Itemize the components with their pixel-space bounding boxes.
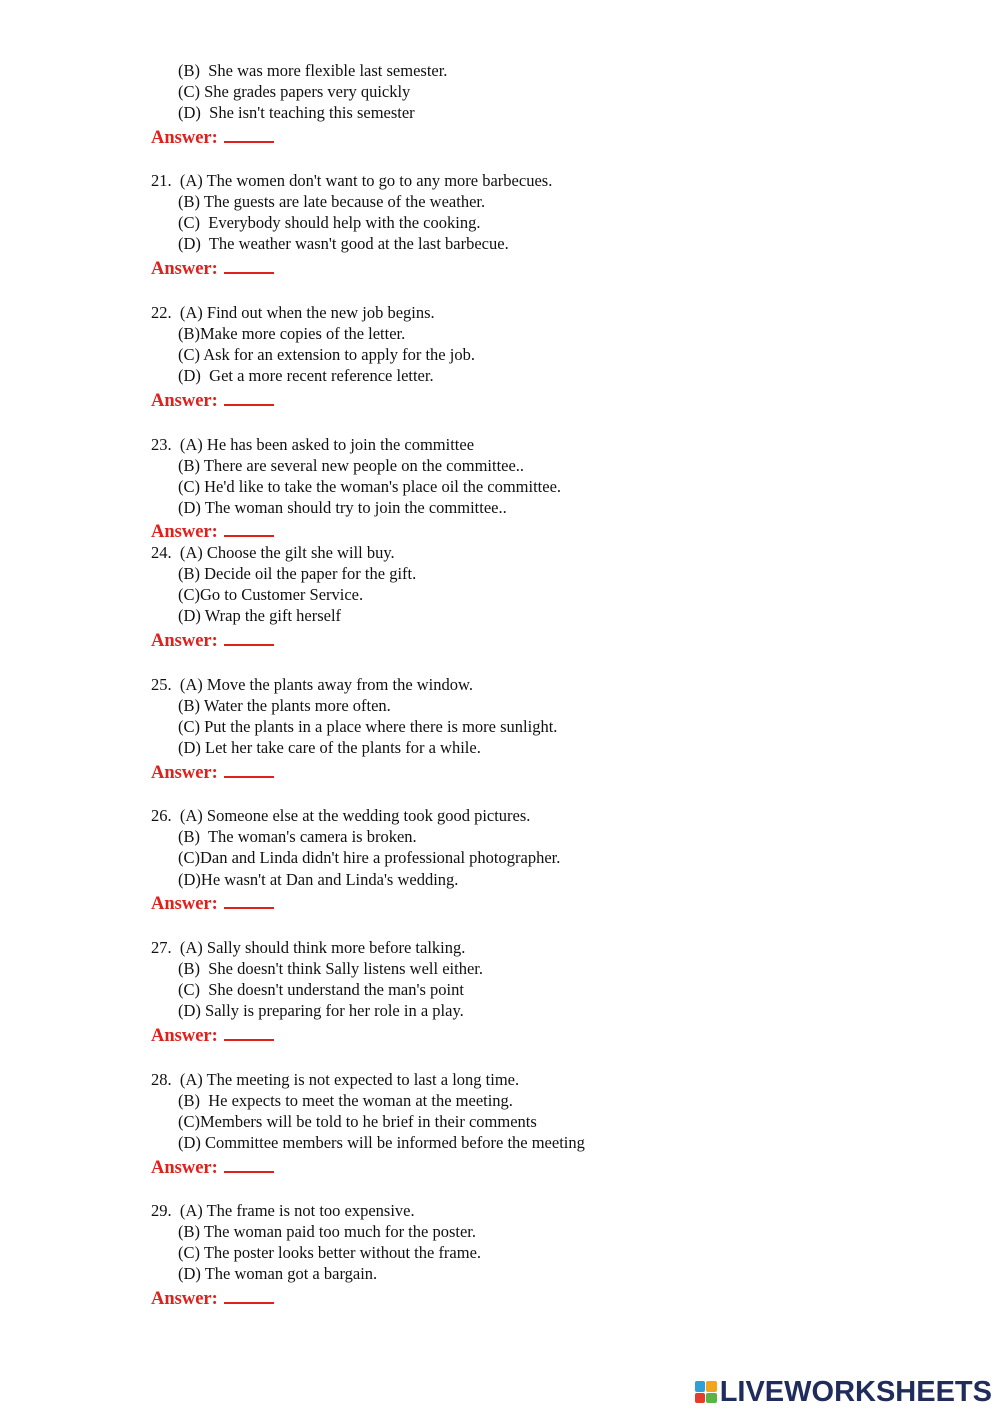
option-line: (B) The guests are late because of the weather.: [178, 192, 486, 211]
answer-field[interactable]: [151, 126, 274, 149]
answer-field[interactable]: [151, 389, 274, 412]
answer-field[interactable]: [151, 892, 274, 915]
answer-label: Answer:: [151, 763, 218, 783]
option-line: (B) There are several new people on the committee..: [178, 456, 525, 475]
answer-blank[interactable]: [224, 1156, 274, 1173]
option-line: (D) The woman should try to join the committee..: [178, 498, 507, 517]
option-line: (D) Wrap the gift herself: [178, 606, 342, 625]
option-line: (B) The woman paid too much for the poster.: [178, 1222, 477, 1241]
option-line: (D) Committee members will be informed before the meeting: [178, 1133, 585, 1152]
question-26-line: 26. (A) Someone else at the wedding took good pictures.: [151, 806, 531, 825]
answer-blank[interactable]: [224, 1287, 274, 1304]
answer-label: Answer:: [151, 1026, 218, 1046]
answer-label: Answer:: [151, 1158, 218, 1178]
option-line: (B)Make more copies of the letter.: [178, 324, 406, 343]
option-line: (B) Decide oil the paper for the gift.: [178, 564, 417, 583]
answer-label: Answer:: [151, 522, 218, 542]
option-line: (B) She was more flexible last semester.: [178, 61, 448, 80]
answer-blank[interactable]: [224, 1024, 274, 1041]
option-line: (C)Members will be told to he brief in their comments: [178, 1112, 537, 1131]
option-line: (B) The woman's camera is broken.: [178, 827, 417, 846]
question-22-line: 22. (A) Find out when the new job begins.: [151, 303, 435, 322]
option-line: (D) Get a more recent reference letter.: [178, 366, 434, 385]
logo-text: LIVEWORKSHEETS: [719, 1375, 992, 1408]
answer-blank[interactable]: [224, 520, 274, 537]
option-line: (D) The weather wasn't good at the last barbecue.: [178, 234, 509, 253]
answer-field[interactable]: [151, 629, 274, 652]
option-line: (B) He expects to meet the woman at the meeting.: [178, 1091, 513, 1110]
logo-tile: [695, 1393, 706, 1404]
option-line: (C) Everybody should help with the cooking.: [178, 213, 481, 232]
answer-field[interactable]: [151, 520, 274, 543]
question-29-line: 29. (A) The frame is not too expensive.: [151, 1201, 415, 1220]
answer-label: Answer:: [151, 259, 218, 279]
option-line: (D)He wasn't at Dan and Linda's wedding.: [178, 870, 459, 889]
answer-blank[interactable]: [224, 761, 274, 778]
answer-field[interactable]: [151, 1024, 274, 1047]
logo-tile: [706, 1381, 717, 1392]
answer-label: Answer:: [151, 894, 218, 914]
answer-field[interactable]: [151, 1156, 274, 1179]
option-line: (C) Ask for an extension to apply for the job.: [178, 345, 475, 364]
liveworksheets-logo-icon: [695, 1381, 717, 1403]
question-23-line: 23. (A) He has been asked to join the committee: [151, 435, 475, 454]
option-line: (C) She doesn't understand the man's point: [178, 980, 464, 999]
answer-label: Answer:: [151, 1289, 218, 1309]
question-27-line: 27. (A) Sally should think more before talking.: [151, 938, 466, 957]
question-28-line: 28. (A) The meeting is not expected to last a long time.: [151, 1070, 520, 1089]
option-line: (D) The woman got a bargain.: [178, 1264, 378, 1283]
answer-blank[interactable]: [224, 892, 274, 909]
option-line: (D) She isn't teaching this semester: [178, 103, 415, 122]
liveworksheets-logo[interactable]: [695, 1377, 992, 1407]
answer-field[interactable]: [151, 1287, 274, 1310]
question-21-line: 21. (A) The women don't want to go to any more barbecues.: [151, 171, 553, 190]
answer-field[interactable]: [151, 257, 274, 280]
answer-blank[interactable]: [224, 257, 274, 274]
answer-blank[interactable]: [224, 126, 274, 143]
option-line: (C) She grades papers very quickly: [178, 82, 411, 101]
answer-blank[interactable]: [224, 629, 274, 646]
logo-tile: [706, 1393, 717, 1404]
option-line: (B) She doesn't think Sally listens well either.: [178, 959, 483, 978]
answer-label: Answer:: [151, 391, 218, 411]
option-line: (C) Put the plants in a place where there is more sunlight.: [178, 717, 558, 736]
option-line: (C)Dan and Linda didn't hire a professional photographer.: [178, 848, 561, 867]
option-line: (C) He'd like to take the woman's place oil the committee.: [178, 477, 562, 496]
question-24-line: 24. (A) Choose the gilt she will buy.: [151, 543, 395, 562]
answer-label: Answer:: [151, 128, 218, 148]
option-line: (C) The poster looks better without the frame.: [178, 1243, 482, 1262]
logo-tile: [695, 1381, 706, 1392]
option-line: (D) Let her take care of the plants for a while.: [178, 738, 481, 757]
answer-label: Answer:: [151, 631, 218, 651]
answer-blank[interactable]: [224, 389, 274, 406]
option-line: (B) Water the plants more often.: [178, 696, 391, 715]
question-25-line: 25. (A) Move the plants away from the window.: [151, 675, 473, 694]
option-line: (C)Go to Customer Service.: [178, 585, 364, 604]
answer-field[interactable]: [151, 761, 274, 784]
option-line: (D) Sally is preparing for her role in a play.: [178, 1001, 464, 1020]
